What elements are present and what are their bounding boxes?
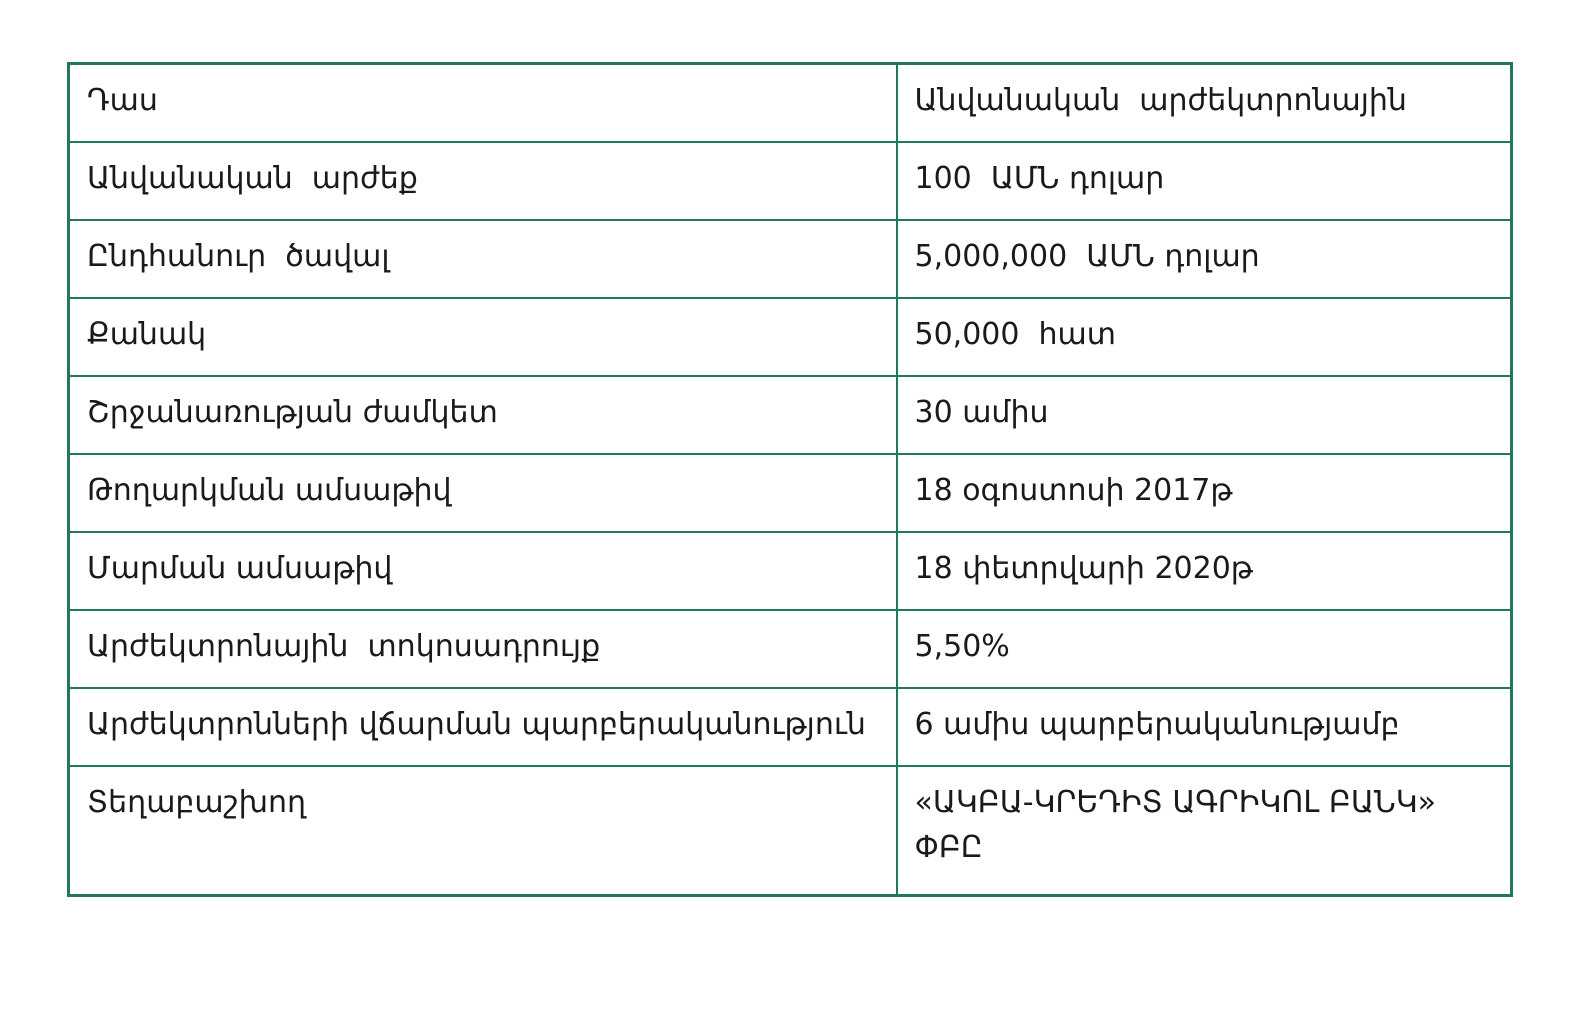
row-value-cell: 50,000 հատ bbox=[897, 298, 1512, 376]
row-label-cell: Դաս bbox=[69, 64, 897, 142]
table-row bbox=[69, 376, 1512, 454]
row-label-cell: Արժեկտրոնների վճարման պարբերականություն bbox=[69, 688, 897, 766]
row-label-cell: Քանակ bbox=[69, 298, 897, 376]
table-row bbox=[69, 220, 1512, 298]
row-label-cell: Անվանական արժեք bbox=[69, 142, 897, 220]
row-label-cell: Ընդհանուր ծավալ bbox=[69, 220, 897, 298]
table-row bbox=[69, 766, 1512, 896]
row-label-cell: Արժեկտրոնային տոկոսադրույք bbox=[69, 610, 897, 688]
table-row bbox=[69, 532, 1512, 610]
row-label-cell: Շրջանառության ժամկետ bbox=[69, 376, 897, 454]
table-row bbox=[69, 610, 1512, 688]
row-label-cell: Տեղաբաշխող bbox=[69, 766, 897, 896]
table-row bbox=[69, 64, 1512, 142]
row-value-cell: 5,000,000 ԱՄՆ դոլար bbox=[897, 220, 1512, 298]
table-row bbox=[69, 454, 1512, 532]
row-value-cell: «ԱԿԲԱ-ԿՐԵԴԻՏ ԱԳՐԻԿՈԼ ԲԱՆԿ» ՓԲԸ bbox=[897, 766, 1512, 896]
row-label-cell: Մարման ամսաթիվ bbox=[69, 532, 897, 610]
table-row bbox=[69, 688, 1512, 766]
bond-terms-table bbox=[67, 62, 1513, 897]
row-value-cell: 18 օգոստոսի 2017թ bbox=[897, 454, 1512, 532]
row-label-cell: Թողարկման ամսաթիվ bbox=[69, 454, 897, 532]
table-row bbox=[69, 142, 1512, 220]
row-value-cell: 5,50% bbox=[897, 610, 1512, 688]
row-value-cell: 30 ամիս bbox=[897, 376, 1512, 454]
row-value-cell: 100 ԱՄՆ դոլար bbox=[897, 142, 1512, 220]
table-row bbox=[69, 298, 1512, 376]
row-value-cell: Անվանական արժեկտրոնային bbox=[897, 64, 1512, 142]
row-value-cell: 6 ամիս պարբերականությամբ bbox=[897, 688, 1512, 766]
row-value-cell: 18 փետրվարի 2020թ bbox=[897, 532, 1512, 610]
